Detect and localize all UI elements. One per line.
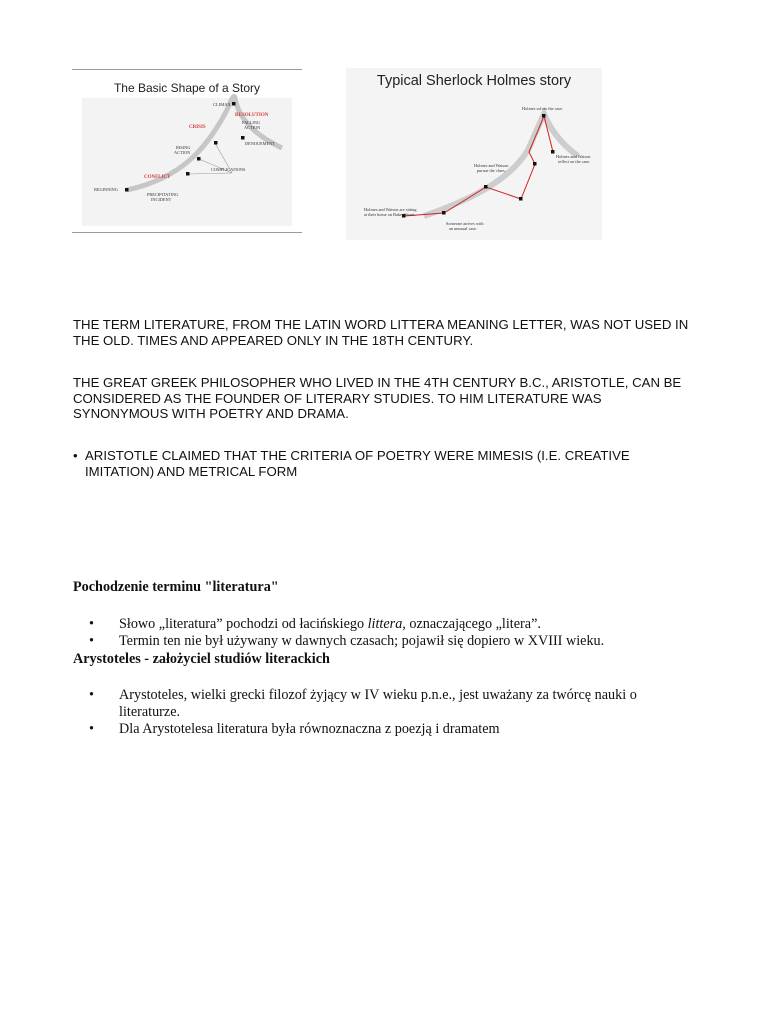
label-reflect-2: reflect on the case. <box>558 159 591 164</box>
falling-point <box>241 136 245 140</box>
bullet-marker: • <box>89 616 94 632</box>
pursue-point <box>484 185 488 189</box>
label-complications: COMPLICATIONS <box>211 167 246 172</box>
list-item-text <box>119 616 699 633</box>
label-crisis: CRISIS <box>189 125 206 130</box>
label-beginning: BEGINNING <box>94 187 118 192</box>
label-arrives-1: Someone arrives with <box>446 221 484 226</box>
paragraph-text: THE GREAT GREEK PHILOSOPHER WHO LIVED IN THE 4TH CENTURY B.C., ARISTOTLE, CAN BE CONSIDERED AS THE FOUNDER OF LITERARY STUDIES. TO HIM LITERATURE WAS SYNONYMOUS WITH POETRY AND DRAMA. <box>73 375 682 421</box>
story-shape-figure <box>72 68 302 234</box>
clue-point <box>519 197 523 201</box>
label-incident: INCIDENT <box>151 197 172 202</box>
sherlock-arc-diagram <box>346 68 602 240</box>
label-conflict: CONFLICT <box>144 175 171 180</box>
label-sitting-1: Holmes and Watson are sitting <box>364 207 417 212</box>
text-run: , oznaczającego „litera”. <box>402 616 541 632</box>
crisis-point <box>214 141 218 145</box>
bottom-rule <box>72 232 302 233</box>
arrives-point <box>442 211 446 215</box>
label-falling-action: ACTION <box>244 125 261 130</box>
bullet-marker: • <box>89 633 94 649</box>
label-pursue-1: Holmes and Watson <box>474 163 509 168</box>
label-falling: FALLING <box>242 120 261 125</box>
label-climax: CLIMAX <box>213 102 231 107</box>
clue-point-2 <box>533 162 537 166</box>
reflect-point <box>551 150 555 154</box>
bullet-marker: • <box>73 448 78 463</box>
list-item-text: Dla Arystotelesa literatura była równoznaczna z poezją i dramatem <box>119 721 500 737</box>
label-rising: RISING <box>176 145 191 150</box>
story-arc-diagram <box>72 68 302 234</box>
label-pursue-2: pursue the clues. <box>477 168 506 173</box>
climax-point <box>232 102 236 106</box>
english-paragraph-1 <box>73 317 693 348</box>
paragraph-text: THE TERM LITERATURE, FROM THE LATIN WORD LITTERA MEANING LETTER, WAS NOT USED IN THE OLD. TIMES AND APPEARED ONLY IN THE 18TH CENTURY. <box>73 317 689 348</box>
sherlock-story-figure <box>346 68 602 240</box>
label-sitting-2: at their home on Baker Street. <box>364 212 416 217</box>
section-heading-aristotle: Arystoteles - założyciel studiów literackich <box>73 651 330 667</box>
figure-title: The Basic Shape of a Story <box>113 81 261 95</box>
bullet-marker: • <box>89 721 94 737</box>
bullet-marker: • <box>89 687 94 703</box>
beginning-point <box>125 188 129 192</box>
label-arrives-2: an unusual case. <box>449 226 478 231</box>
rising-point <box>197 157 201 161</box>
label-resolution: RESOLUTION <box>235 113 269 118</box>
precipitating-point <box>186 172 190 176</box>
bullet-text: ARISTOTLE CLAIMED THAT THE CRITERIA OF POETRY WERE MIMESIS (I.E. CREATIVE IMITATION) AND METRICAL FORM <box>85 448 630 479</box>
complication-line <box>189 173 232 174</box>
list-item-text: Termin ten nie był używany w dawnych czasach; pojawił się dopiero w XVIII wieku. <box>119 633 605 649</box>
label-rising-action: ACTION <box>174 150 191 155</box>
text-run: Słowo „literatura” pochodzi od łacińskiego <box>119 616 368 632</box>
label-reflect-1: Holmes and Watson <box>556 154 591 159</box>
list-item-text: Arystoteles, wielki grecki filozof żyjący w IV wieku p.n.e., jest uważany za twórcę nauki o literaturze. <box>119 687 637 720</box>
label-denouement: DENOUEMENT <box>245 141 275 146</box>
figure-title: Typical Sherlock Holmes story <box>376 73 572 89</box>
label-solves: Holmes solves the case. <box>522 106 564 111</box>
text-run-italic: littera <box>367 616 403 632</box>
label-precipitating: PRECIPITATING <box>147 192 179 197</box>
section-heading-origin: Pochodzenie terminu "literatura" <box>73 579 279 595</box>
solves-point <box>542 114 546 118</box>
english-paragraph-2 <box>73 375 693 422</box>
